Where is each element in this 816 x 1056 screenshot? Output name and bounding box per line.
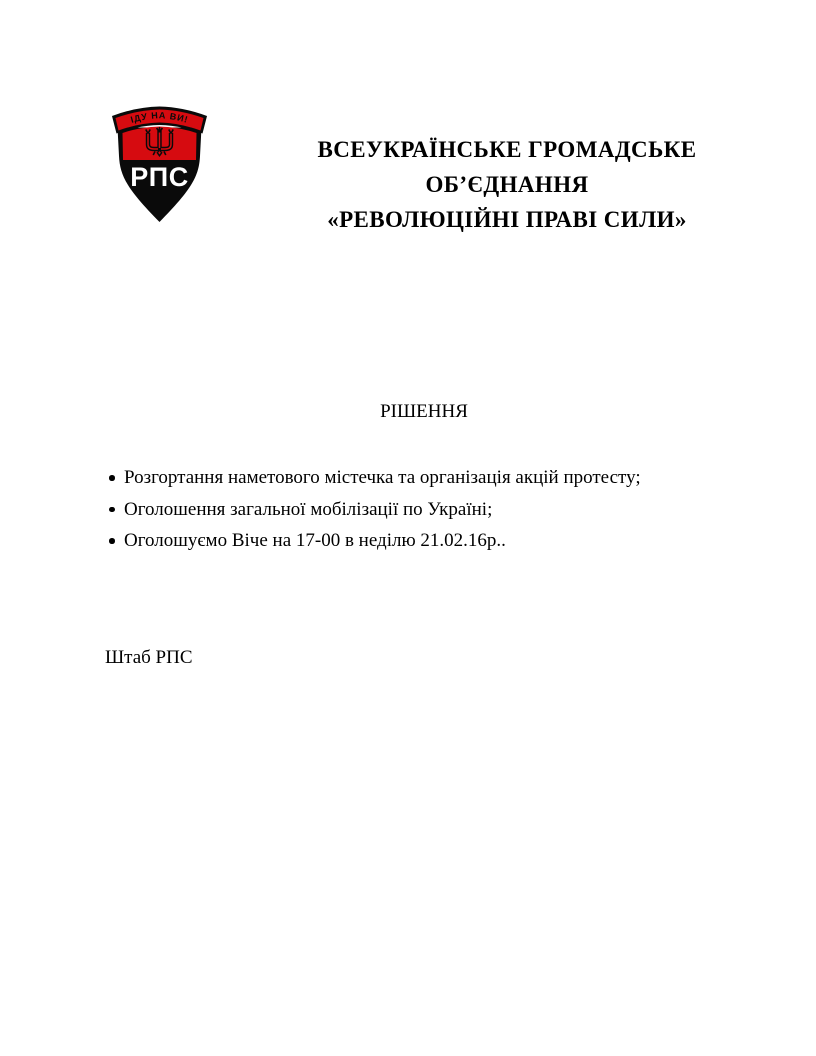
org-title-line1: ВСЕУКРАЇНСЬКЕ ГРОМАДСЬКЕ (317, 137, 697, 162)
logo-acronym: РПС (130, 162, 189, 192)
rps-emblem-logo (112, 106, 207, 223)
organization-title (290, 132, 724, 237)
bullet-icon (109, 475, 115, 481)
decision-list (0, 462, 816, 557)
org-title-line2: ОБ’ЄДНАННЯ (425, 172, 589, 197)
list-item (0, 462, 816, 494)
bullet-icon (109, 538, 115, 544)
list-item-text: Розгортання наметового містечка та організація акцій протесту; (124, 467, 641, 488)
signature: Штаб РПС (105, 647, 193, 668)
bullet-icon (109, 507, 115, 513)
list-item (0, 525, 816, 557)
org-title-line3: «РЕВОЛЮЦІЙНІ ПРАВІ СИЛИ» (327, 207, 687, 232)
list-item-text: Оголошуємо Віче на 17-00 в неділю 21.02.16р.. (124, 530, 506, 552)
list-item-text: Оголошення загальної мобілізації по Україні; (124, 498, 493, 520)
list-item (0, 494, 816, 526)
decision-heading: РІШЕННЯ (380, 401, 468, 422)
banner-motto: ІДУ НА ВИ! (129, 110, 190, 125)
